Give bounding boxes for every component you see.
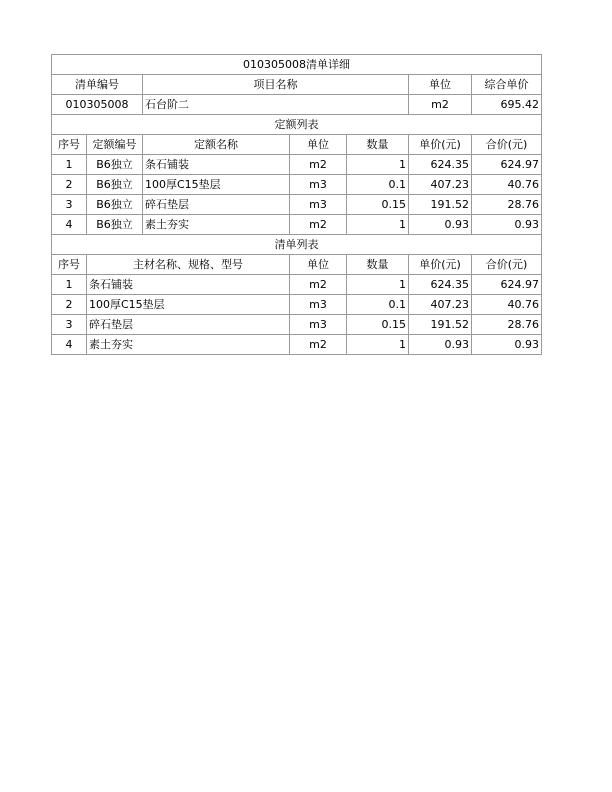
- quota-unit-price: 0.93: [409, 215, 472, 235]
- quota-col-total: 合价(元): [472, 135, 542, 155]
- quota-total: 28.76: [472, 195, 542, 215]
- quota-total: 0.93: [472, 215, 542, 235]
- list-qty: 0.15: [347, 315, 409, 335]
- list-unit: m3: [290, 295, 347, 315]
- name-header: 项目名称: [143, 75, 409, 95]
- list-col-unit: 单位: [290, 255, 347, 275]
- item-unit: m2: [409, 95, 472, 115]
- quota-row: [52, 155, 542, 175]
- list-row: [52, 275, 542, 295]
- list-qty: 1: [347, 275, 409, 295]
- quota-col-qty: 数量: [347, 135, 409, 155]
- list-total: 28.76: [472, 315, 542, 335]
- item-price: 695.42: [472, 95, 542, 115]
- quota-unit: m2: [290, 215, 347, 235]
- list-header-row: [52, 255, 542, 275]
- list-name: 碎石垫层: [87, 315, 290, 335]
- quota-unit: m2: [290, 155, 347, 175]
- quota-name: 100厚C15垫层: [143, 175, 290, 195]
- list-name: 条石铺装: [87, 275, 290, 295]
- quota-code: B6独立: [87, 195, 143, 215]
- quota-unit: m3: [290, 195, 347, 215]
- quota-section-title: 定额列表: [52, 115, 542, 135]
- quota-no: 3: [52, 195, 87, 215]
- item-code: 010305008: [52, 95, 143, 115]
- quota-col-name: 定额名称: [143, 135, 290, 155]
- list-unit-price: 0.93: [409, 335, 472, 355]
- quota-code: B6独立: [87, 175, 143, 195]
- list-unit: m2: [290, 335, 347, 355]
- quota-unit: m3: [290, 175, 347, 195]
- list-no: 3: [52, 315, 87, 335]
- list-qty: 1: [347, 335, 409, 355]
- quota-row: [52, 195, 542, 215]
- list-col-no: 序号: [52, 255, 87, 275]
- bill-detail-table: [51, 54, 542, 355]
- unit-header: 单位: [409, 75, 472, 95]
- quota-unit-price: 624.35: [409, 155, 472, 175]
- list-unit: m3: [290, 315, 347, 335]
- list-total: 0.93: [472, 335, 542, 355]
- quota-row: [52, 215, 542, 235]
- list-unit-price: 407.23: [409, 295, 472, 315]
- list-col-unit-price: 单价(元): [409, 255, 472, 275]
- list-total: 624.97: [472, 275, 542, 295]
- quota-no: 4: [52, 215, 87, 235]
- list-total: 40.76: [472, 295, 542, 315]
- quota-col-no: 序号: [52, 135, 87, 155]
- quota-qty: 1: [347, 155, 409, 175]
- quota-row: [52, 175, 542, 195]
- quota-unit-price: 191.52: [409, 195, 472, 215]
- list-col-qty: 数量: [347, 255, 409, 275]
- list-unit-price: 191.52: [409, 315, 472, 335]
- quota-qty: 1: [347, 215, 409, 235]
- quota-qty: 0.1: [347, 175, 409, 195]
- list-name: 素土夯实: [87, 335, 290, 355]
- list-row: [52, 335, 542, 355]
- quota-code: B6独立: [87, 155, 143, 175]
- list-row: [52, 295, 542, 315]
- list-name: 100厚C15垫层: [87, 295, 290, 315]
- quota-col-unit-price: 单价(元): [409, 135, 472, 155]
- list-unit: m2: [290, 275, 347, 295]
- list-section-title: 清单列表: [52, 235, 542, 255]
- quota-name: 素土夯实: [143, 215, 290, 235]
- quota-code: B6独立: [87, 215, 143, 235]
- item-name: 石台阶二: [143, 95, 409, 115]
- list-no: 2: [52, 295, 87, 315]
- list-qty: 0.1: [347, 295, 409, 315]
- list-no: 4: [52, 335, 87, 355]
- list-col-total: 合价(元): [472, 255, 542, 275]
- list-col-name: 主材名称、规格、型号: [87, 255, 290, 275]
- quota-name: 碎石垫层: [143, 195, 290, 215]
- list-row: [52, 315, 542, 335]
- quota-total: 624.97: [472, 155, 542, 175]
- quota-unit-price: 407.23: [409, 175, 472, 195]
- code-header: 清单编号: [52, 75, 143, 95]
- quota-total: 40.76: [472, 175, 542, 195]
- quota-no: 1: [52, 155, 87, 175]
- quota-col-code: 定额编号: [87, 135, 143, 155]
- quota-no: 2: [52, 175, 87, 195]
- quota-name: 条石铺装: [143, 155, 290, 175]
- price-header: 综合单价: [472, 75, 542, 95]
- quota-header-row: [52, 135, 542, 155]
- list-no: 1: [52, 275, 87, 295]
- sheet-title: 010305008清单详细: [52, 55, 542, 75]
- quota-col-unit: 单位: [290, 135, 347, 155]
- list-unit-price: 624.35: [409, 275, 472, 295]
- quota-qty: 0.15: [347, 195, 409, 215]
